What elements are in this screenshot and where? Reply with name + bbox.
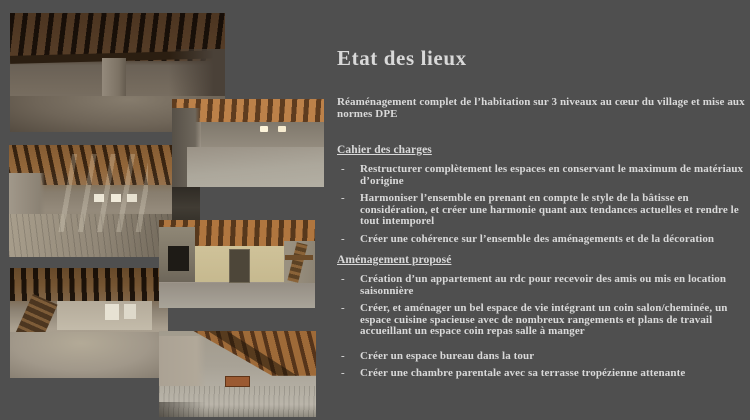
bullet-text: Créer une chambre parentale avec sa terrasse tropézienne attenante	[360, 367, 686, 379]
sunbeam-streaks	[58, 154, 148, 232]
cellar-stone-pillar	[102, 58, 126, 98]
attic-light-spot	[260, 126, 268, 131]
dirt-floor	[10, 332, 168, 378]
bullet-dash: -	[341, 192, 345, 204]
photo-room-ladder	[10, 268, 168, 378]
dark-door	[229, 249, 250, 283]
photo-attic-beams	[172, 99, 324, 187]
slide-title: Etat des lieux	[337, 46, 467, 70]
bullet-dash: -	[341, 367, 345, 379]
bullet-text: Restructurer complètement les espaces en conservant le maximum de matériaux d’origine	[360, 163, 744, 187]
attic-light-spot	[278, 126, 286, 131]
bright-window	[105, 304, 119, 319]
room-floor	[159, 283, 315, 308]
bullet-item	[337, 351, 750, 363]
section-heading-cahier-des-charges: Cahier des charges	[337, 144, 432, 156]
corner-shadow	[159, 402, 206, 417]
bullet-text: Créer, et aménager un bel espace de vie intégrant un coin salon/cheminée, un espace cuisine spacieuse avec de nombreux rangements et plans de travail accueillant un espace coin repas salle à manger	[360, 302, 728, 337]
bullet-dash: -	[341, 232, 345, 245]
bright-window	[124, 304, 137, 318]
bullet-text: Création d’un appartement au rdc pour recevoir des amis ou mis en location saisonnière	[360, 273, 727, 297]
bullet-dash: -	[341, 349, 345, 362]
bullet-dash: -	[341, 302, 345, 314]
attic-floor	[187, 147, 324, 187]
bullet-text: Créer un espace bureau dans la tour	[360, 349, 535, 362]
slide-text-content	[337, 46, 750, 386]
photo-fireplace-room	[159, 220, 315, 308]
chimney-column	[172, 186, 200, 222]
bullet-dash: -	[341, 163, 345, 175]
bullet-text: Harmoniser l’ensemble en prenant en compte le style de la bâtisse en considération, et créer une harmonie quant aux tendances actuelles et rendre le tout intemporel	[360, 192, 739, 227]
intro-text: Réaménagement complet de l’habitation sur 3 niveaux au cœur du village et mise aux normes DPE	[337, 96, 745, 120]
photo-attic-sunbeams	[9, 145, 173, 257]
bullet-item	[337, 303, 750, 338]
section-heading-amenagement-propose: Aménagement proposé	[337, 254, 452, 266]
fireplace-opening	[168, 246, 188, 271]
bullet-text: Créer une cohérence sur l’ensemble des aménagements et de la décoration	[360, 232, 715, 245]
bullet-item	[337, 368, 750, 380]
stone-left-wall	[159, 336, 206, 388]
bullet-item	[337, 193, 750, 228]
photo-attic-hatch	[159, 331, 316, 417]
bullet-item	[337, 164, 750, 187]
wooden-shelf	[285, 255, 313, 259]
bullet-item	[337, 274, 750, 297]
bullet-dash: -	[341, 273, 345, 285]
floor-hatch	[225, 376, 251, 387]
bullet-item	[337, 234, 750, 246]
